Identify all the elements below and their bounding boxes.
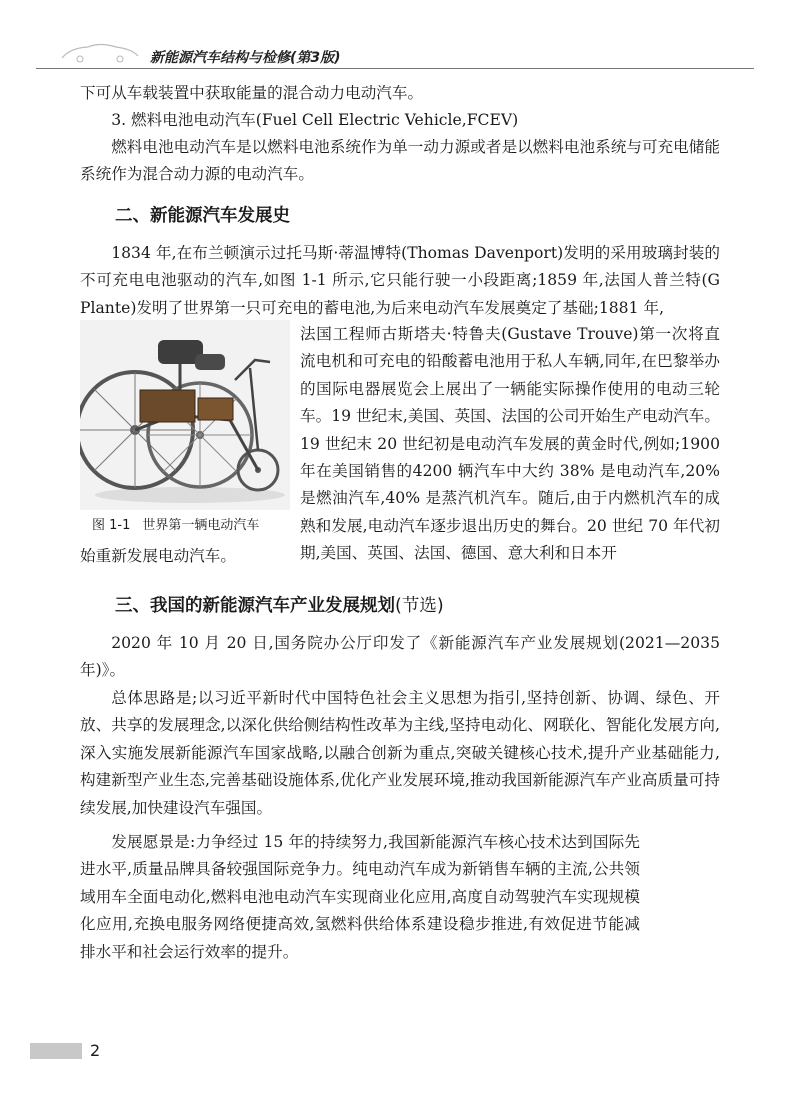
section2-heading: 二、新能源汽车发展史 <box>115 206 290 226</box>
item3-body: 燃料电池电动汽车是以燃料电池系统作为单一动力源或者是以燃料电池系统与可充电储能系统作为混合动力源的电动汽车。 <box>80 138 720 184</box>
section2-para-top: 1834 年,在布兰顿演示过托马斯·蒂温博特(Thomas Davenport)发明的采用玻璃封装的不可充电电池驱动的汽车,如图 1-1 所示,它只能行驶一小段距离;1859 年,法国人普兰特(G Plante)发明了世界第一只可充电的蓄电池,为后来电动汽车发展奠定了基础;1881 年, <box>80 244 720 317</box>
page-number: 2 <box>90 1041 101 1060</box>
section3-para3: 发展愿景是:力争经过 15 年的持续努力,我国新能源汽车核心技术达到国际先进水平,质量品牌具备较强国际竞争力。纯电动汽车成为新销售车辆的主流,公共领域用车全面电动化,燃料电池电动汽车实现商业化应用,高度自动驾驶汽车实现规模化应用,充换电服务网络便捷高效,氢燃料供给体系建设稳步推进,有效促进节能减排水平和社会运行效率的提升。 <box>80 833 640 961</box>
figure-caption-text: 世界第一辆电动汽车 <box>142 518 260 533</box>
section2-para-wrap: 法国工程师古斯塔夫·特鲁夫(Gustave Trouve)第一次将直流电机和可充电的铅酸蓄电池用于私人车辆,同年,在巴黎举办的国际电器展览会上展出了一辆能实际操作使用的电动三轮车。19 世纪末,美国、英国、法国的公司开始生产电动汽车。19 世纪末 20 世纪初是电动汽车发展的黄金时代,例如;1900 年在美国销售的4200 辆汽车中大约 38% 是电动汽车,20% 是燃油汽车,40% 是蒸汽机汽车。随后,由于内燃机汽车的成熟和发展,电动汽车逐步退出历史的舞台。20 世纪 70 年代初期,美国、英国、法国、德国、意大利和日本开 <box>300 325 720 563</box>
intro-line: 下可从车载装置中获取能量的混合动力电动汽车。 <box>80 84 424 102</box>
section2-para-end: 始重新发展电动汽车。 <box>80 547 236 565</box>
electric-tricycle-image <box>80 320 290 510</box>
section3-heading-note: (节选) <box>395 596 444 616</box>
page-header <box>0 0 790 78</box>
figure-electric-tricycle <box>80 320 290 510</box>
section3-heading <box>115 592 444 617</box>
footer-bar <box>30 1043 82 1059</box>
section3-para1: 2020 年 10 月 20 日,国务院办公厅印发了《新能源汽车产业发展规划(2021—2035 年)》。 <box>80 634 720 680</box>
item3-label: 3. 燃料电池电动汽车(Fuel Cell Electric Vehicle,FCEV) <box>111 111 519 129</box>
running-header-title: 新能源汽车结构与检修(第3版) <box>150 50 341 66</box>
header-rule <box>36 68 754 69</box>
car-outline-icon <box>60 40 140 64</box>
figure-number: 图 1-1 <box>92 518 131 533</box>
section3-para2: 总体思路是;以习近平新时代中国特色社会主义思想为指引,坚持创新、协调、绿色、开放、共享的发展理念,以深化供给侧结构性改革为主线,坚持电动化、网联化、智能化发展方向,深入实施发展新能源汽车国家战略,以融合创新为重点,突破关键核心技术,提升产业基础能力,构建新型产业生态,完善基础设施体系,优化产业发展环境,推动我国新能源汽车产业高质量可持续发展,加快建设汽车强国。 <box>80 689 720 817</box>
figure-caption <box>92 514 271 533</box>
section3-heading-main: 三、我国的新能源汽车产业发展规划 <box>115 596 395 616</box>
